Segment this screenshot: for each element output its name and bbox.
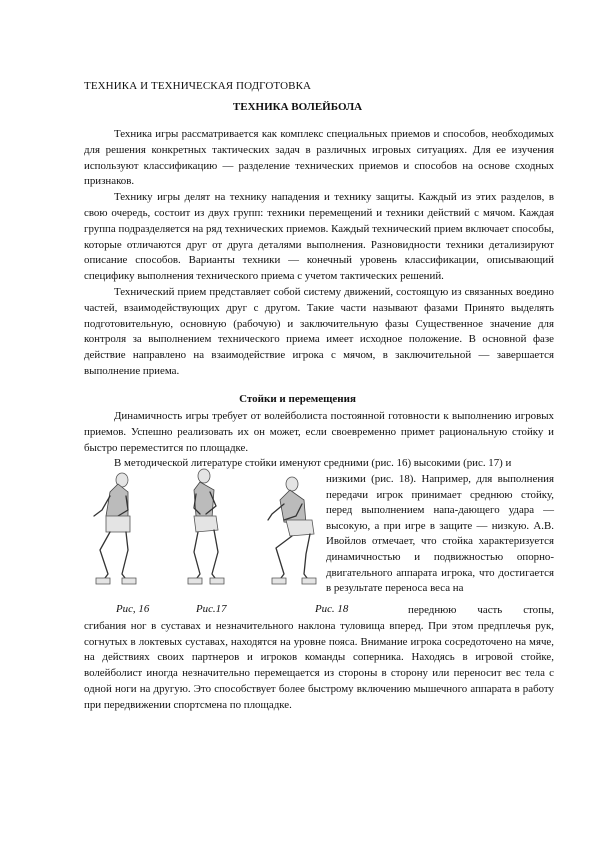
figure-wrapped-text: низкими (рис. 18). Например, для выполнения передачи игрок принимает среднюю стойку, перед выполнением напа-дающего удара — высокую, а при игре в защите — низкую. А.В. Ивойлов отмечает, что стойка характеризуется динамичностью и подвижностью опорно-двигательного аппарата игрока, что достигается в результате переноса веса на xyxy=(326,473,554,595)
page-title: ТЕХНИКА ВОЛЕЙБОЛА xyxy=(232,101,363,113)
paragraph-3: Технический прием представляет собой систему движений, состоящую из связанных воедино частей, взаимодействующих друг с другом. Такие части называют фазами Принято выделять подготовительную, основную (рабочую) и заключительную фазы Существенное значение для контроля за выполнением технического приема имеет исходное положение. В основной фазе действие направлено на взаимодействие игрока с мячом, в заключительной — завершается выполнение приема. xyxy=(84,285,554,377)
caption-fig-18: Рис. 18 xyxy=(315,603,349,615)
continuation-text xyxy=(84,603,554,714)
section-text xyxy=(84,409,554,472)
continuation-body: суставах и незначительного наклона туловища вперед. При этом предплечья рук, согнутых в локтевых суставах, находятся на уровне пояса. Внимание игрока сосредоточено на мяче, на действиях своих партнеров и игроков команды соперника. Находясь в игровой стойке, волейболист иногда незначительно перемещается из стороны в сторону или переносит вес тела с одной ноги на другую. Это способствует более быстрому включению мышечного аппарата в работу при передвижении спортсмена по площадке. xyxy=(84,619,555,711)
chapter-header: ТЕХНИКА И ТЕХНИЧЕСКАЯ ПОДГОТОВКА xyxy=(84,80,312,92)
paragraph-2: Технику игры делят на технику нападения и технику защиты. Каждый из этих разделов, в свою очередь, состоит из двух групп: техники перемещений и техники действий с мячом. Каждая группа подразделяется на ряд технических приемов. Каждый технический прием включает способы, которые отличаются друг от друга деталями выполнения. Разновидности техники детализируют описание способов. Варианты техники — конечный уровень классификации, описывающий специфику выполнения технического приема с учетом тактических решений. xyxy=(84,191,554,283)
player-low-stance-figure xyxy=(262,474,326,593)
player-medium-stance-figure xyxy=(88,470,150,593)
caption-fig-16: Рис, 16 xyxy=(116,603,150,615)
player-high-stance-figure xyxy=(180,466,240,593)
intro-text xyxy=(84,127,554,380)
caption-fig-17: Рис.17 xyxy=(196,603,227,615)
paragraph-1: Техника игры рассматривается как комплекс специальных приемов и способов, необходимых для решения конкретных тактических задач в различных игровых ситуациях. Для ее изучения используют классификацию — разделение технических приемов и способов на основе сходных признаков. xyxy=(84,128,554,188)
continuation-first-line: переднюю часть стопы, сгибания ног в xyxy=(84,604,554,632)
section-title: Стойки и перемещения xyxy=(239,393,356,405)
paragraph-4: Динамичность игры требует от волейболиста постоянной готовности к выполнению игровых приемов. Успешно реализовать их он может, если своевременно примет рациональную стойку и быстро переместится по площадке. xyxy=(84,410,554,454)
paragraph-5-first-line: В методической литературе стойки именуют средними (рис. 16) высокими (рис. 17) и xyxy=(114,457,512,470)
